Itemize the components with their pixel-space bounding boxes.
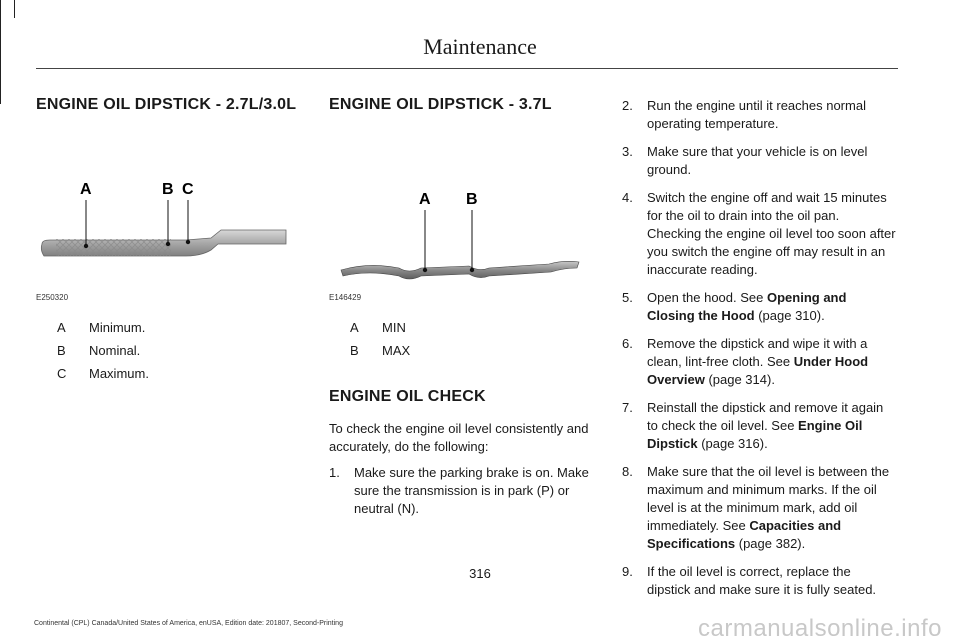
crop-mark bbox=[0, 0, 15, 18]
legend-row bbox=[36, 339, 298, 362]
legend-value: Nominal. bbox=[89, 343, 141, 358]
step-text: Make sure the parking brake is on. Make sure the transmission is in park (P) or neutral (N). bbox=[354, 465, 589, 516]
step-text-pre: Open the hood. See bbox=[647, 290, 767, 305]
step-number: 6. bbox=[622, 336, 633, 351]
page-number: 316 bbox=[469, 566, 491, 581]
step-number: 4. bbox=[622, 190, 633, 205]
step-text-post: (page 310). bbox=[754, 308, 825, 323]
dipstick-2-7-illustration bbox=[36, 122, 298, 302]
step-text-pre: Remove the dipstick and wipe it with a clean, lint-free cloth. See bbox=[647, 336, 868, 369]
step-text: If the oil level is correct, replace the dipstick and make sure it is fully seated. bbox=[647, 564, 877, 597]
step-item bbox=[622, 335, 897, 389]
step-text bbox=[647, 463, 897, 553]
step-text-pre: Reinstall the dipstick and remove it again to check the oil level. See bbox=[647, 400, 884, 433]
legend-row bbox=[36, 362, 298, 385]
callout-b-label: B bbox=[162, 181, 174, 198]
step-item bbox=[622, 399, 897, 453]
legend-value: MAX bbox=[382, 343, 411, 358]
oil-check-heading: ENGINE OIL CHECK bbox=[329, 388, 486, 405]
step-item bbox=[622, 189, 897, 279]
step-text-post: (page 316). bbox=[697, 436, 768, 451]
step-number: 9. bbox=[622, 564, 633, 579]
dipstick-2-7-heading: ENGINE OIL DIPSTICK - 2.7L/3.0L bbox=[36, 96, 297, 113]
legend-key: B bbox=[350, 343, 359, 358]
callout-a-label: A bbox=[419, 191, 431, 208]
dipstick-3-7-illustration bbox=[329, 122, 601, 302]
callout-b-label: B bbox=[466, 191, 478, 208]
middle-column bbox=[329, 96, 601, 528]
callout-c-label: C bbox=[182, 181, 194, 198]
dipstick-3-7-figure bbox=[329, 122, 601, 302]
left-column bbox=[36, 96, 298, 385]
cross-reference-link[interactable]: Capacities and Specifications bbox=[647, 518, 842, 551]
dipstick-2-7-legend bbox=[36, 316, 298, 385]
cross-reference-link[interactable]: Under Hood Overview bbox=[647, 354, 869, 387]
right-column bbox=[622, 97, 897, 609]
step-item bbox=[622, 97, 897, 133]
legend-key: A bbox=[350, 320, 359, 335]
legend-value: Minimum. bbox=[89, 320, 146, 335]
step-text: Switch the engine off and wait 15 minutes for the oil to drain into the oil pan. Checking the engine oil level too soon after you switch the engine off may result in an inaccurate reading. bbox=[647, 190, 896, 277]
legend-key: B bbox=[57, 343, 66, 358]
oil-check-steps-continued bbox=[622, 97, 897, 599]
callout-a-label: A bbox=[80, 181, 92, 198]
legend-key: C bbox=[57, 366, 67, 381]
legend-row bbox=[329, 339, 601, 362]
legend-key: A bbox=[57, 320, 66, 335]
step-text bbox=[647, 335, 897, 389]
watermark: carmanualsonline.info bbox=[698, 615, 942, 642]
figure-id: E146429 bbox=[329, 293, 362, 302]
cross-reference-link[interactable]: Engine Oil Dipstick bbox=[647, 418, 863, 451]
crop-mark bbox=[0, 86, 1, 104]
step-text: Run the engine until it reaches normal operating temperature. bbox=[647, 98, 866, 131]
step-text-post: (page 382). bbox=[735, 536, 806, 551]
oil-check-steps-start bbox=[329, 464, 601, 518]
step-number: 8. bbox=[622, 464, 633, 479]
step-number: 7. bbox=[622, 400, 633, 415]
step-item bbox=[622, 143, 897, 179]
step-number: 3. bbox=[622, 144, 633, 159]
step-number: 5. bbox=[622, 290, 633, 305]
figure-id: E250320 bbox=[36, 293, 69, 302]
step-text bbox=[647, 399, 897, 453]
dipstick-3-7-heading: ENGINE OIL DIPSTICK - 3.7L bbox=[329, 96, 552, 113]
step-number: 2. bbox=[622, 98, 633, 113]
legend-value: MIN bbox=[382, 320, 406, 335]
dipstick-2-7-figure bbox=[36, 122, 298, 302]
step-text: Make sure that your vehicle is on level ground. bbox=[647, 144, 868, 177]
header-divider bbox=[36, 68, 898, 69]
step-item bbox=[622, 463, 897, 553]
step-item bbox=[622, 289, 897, 325]
page-header-title: Maintenance bbox=[423, 34, 537, 59]
step-text-post: (page 314). bbox=[704, 372, 775, 387]
step-number: 1. bbox=[329, 465, 340, 480]
dipstick-3-7-legend bbox=[329, 316, 601, 362]
edition-footer: Continental (CPL) Canada/United States of America, enUSA, Edition date: 201807, Second-Printing bbox=[34, 620, 343, 627]
oil-check-intro: To check the engine oil level consistently and accurately, do the following: bbox=[329, 421, 589, 454]
legend-value: Maximum. bbox=[89, 366, 149, 381]
step-text-pre: Make sure that the oil level is between the maximum and minimum marks. If the oil level is at the minimum mark, add oil immediately. See bbox=[647, 464, 890, 533]
step-item bbox=[329, 464, 601, 518]
legend-row bbox=[36, 316, 298, 339]
legend-row bbox=[329, 316, 601, 339]
cross-reference-link[interactable]: Opening and Closing the Hood bbox=[647, 290, 847, 323]
step-text bbox=[647, 289, 897, 325]
